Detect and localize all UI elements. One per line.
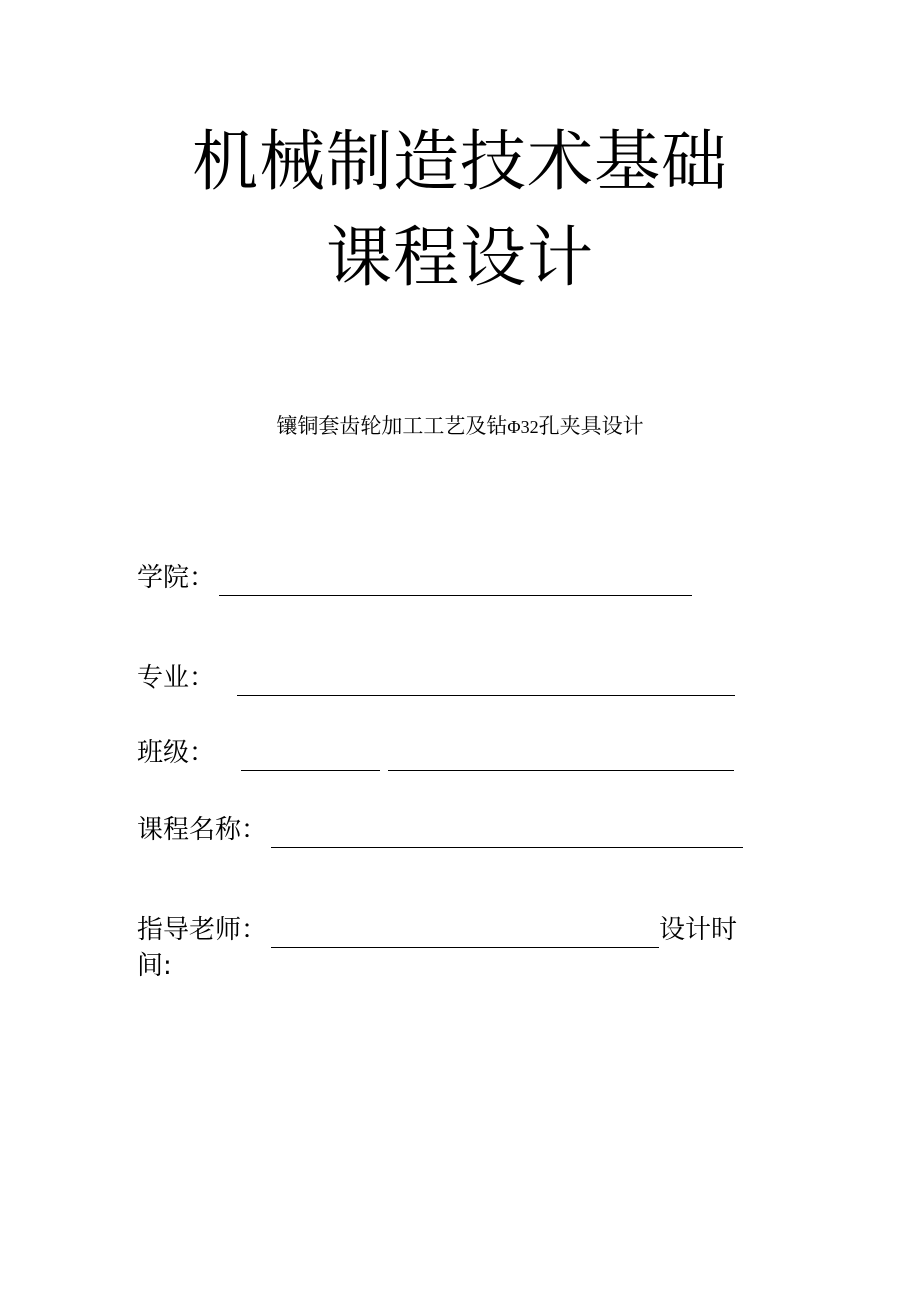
class-blank-line-2[interactable] [388, 740, 734, 771]
college-blank-line[interactable] [219, 565, 692, 596]
major-field [137, 660, 735, 696]
class-label: 班级： [137, 738, 216, 768]
major-blank-line[interactable] [237, 665, 735, 696]
major-label: 专业： [137, 663, 216, 693]
advisor-blank-line[interactable] [271, 917, 659, 948]
advisor-label: 指导老师： [137, 915, 268, 945]
advisor-field [137, 912, 737, 948]
class-blank-line-1[interactable] [241, 740, 380, 771]
college-field [137, 560, 692, 596]
design-time-label-part1: 设计时 [659, 915, 738, 945]
course-name-field [137, 812, 743, 848]
project-subtitle [0, 410, 920, 443]
course-name-label: 课程名称： [137, 815, 268, 845]
design-time-label-part2: 间: [137, 951, 172, 981]
class-field [137, 735, 734, 771]
page-title-line1: 机械制造技术基础 [192, 123, 728, 200]
subtitle-phi: Φ32 [507, 417, 539, 437]
college-label: 学院： [137, 563, 216, 593]
design-time-field [137, 948, 172, 984]
subtitle-after: 孔夹具设计 [538, 414, 644, 438]
course-name-blank-line[interactable] [271, 817, 743, 848]
page-title-line2: 课程设计 [326, 219, 594, 296]
subtitle-before: 镶铜套齿轮加工工艺及钻 [276, 414, 508, 438]
